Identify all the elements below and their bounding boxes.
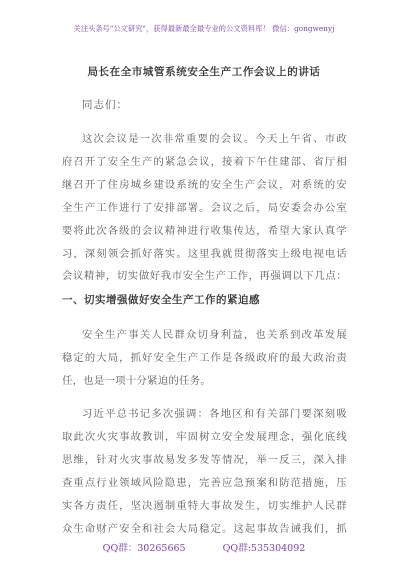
paragraph-2-line-1: 安全生产事关人民群众切身利益，也关系到改革发展: [82, 329, 347, 341]
paragraph-3-line-2: 取此次火灾事故教训，牢固树立安全发展理念，强化底线: [62, 431, 347, 443]
paragraph-1-line-6: 习，深刻领会抓好落实。这里我就贯彻落实上级电视电话: [62, 248, 347, 260]
paragraph-3-line-4: 查重点行业领域风险隐患，完善应急预案和防范措施，压: [62, 477, 347, 489]
paragraph-1-line-1: 这次会议是一次非常重要的会议。今天上午省、市政: [82, 133, 347, 145]
header-promo-note: 关注头条号"公文研究"，获得最新最全最专业的公文资料库！ 微信：gongwenyj: [73, 24, 335, 33]
paragraph-3-line-6: 众生命财产安全和社会大局稳定。这起事故告诫我们，抓: [62, 523, 347, 535]
paragraph-3-line-5: 实各方责任，坚决遏制重特大事故发生，切实维护人民群: [62, 500, 347, 512]
paragraph-3-line-3: 思维，针对火灾事故易发多发等情况，举一反三，深入排: [62, 454, 347, 466]
footer-qq-group-2: QQ群:535304092: [222, 543, 306, 554]
paragraph-1-line-5: 要将此次各级的会议精神进行收集传达，希望大家认真学: [62, 225, 347, 237]
footer-contact: [0, 540, 408, 554]
paragraph-1-line-7: 会议精神，切实做好我市安全生产工作，再强调以下几点：: [62, 270, 347, 282]
section-1-heading: 一、切实增强做好安全生产工作的紧迫感: [62, 294, 260, 306]
paragraph-2-line-2: 稳定的大局，抓好安全生产工作是各级政府的最大政治责: [62, 352, 347, 364]
paragraph-1-line-3: 继召开了住房城乡建设系统的安全生产会议，对系统的安: [62, 179, 347, 191]
greeting: 同志们：: [82, 99, 128, 111]
footer-qq-group-1: QQ群：30265665: [102, 543, 186, 554]
paragraph-1-line-2: 府召开了安全生产的紧急会议，接着下午住建部、省厅相: [62, 156, 347, 168]
document-title: 局长在全市城管系统安全生产工作会议上的讲话: [87, 66, 321, 78]
paragraph-3-line-1: 习近平总书记多次强调：各地区和有关部门要深刻吸: [82, 408, 347, 420]
paragraph-2-line-3: 任，也是一项十分紧迫的任务。: [62, 375, 212, 387]
paragraph-1-line-4: 全生产工作进行了安排部署。会议之后，局安委会办公室: [62, 202, 347, 214]
